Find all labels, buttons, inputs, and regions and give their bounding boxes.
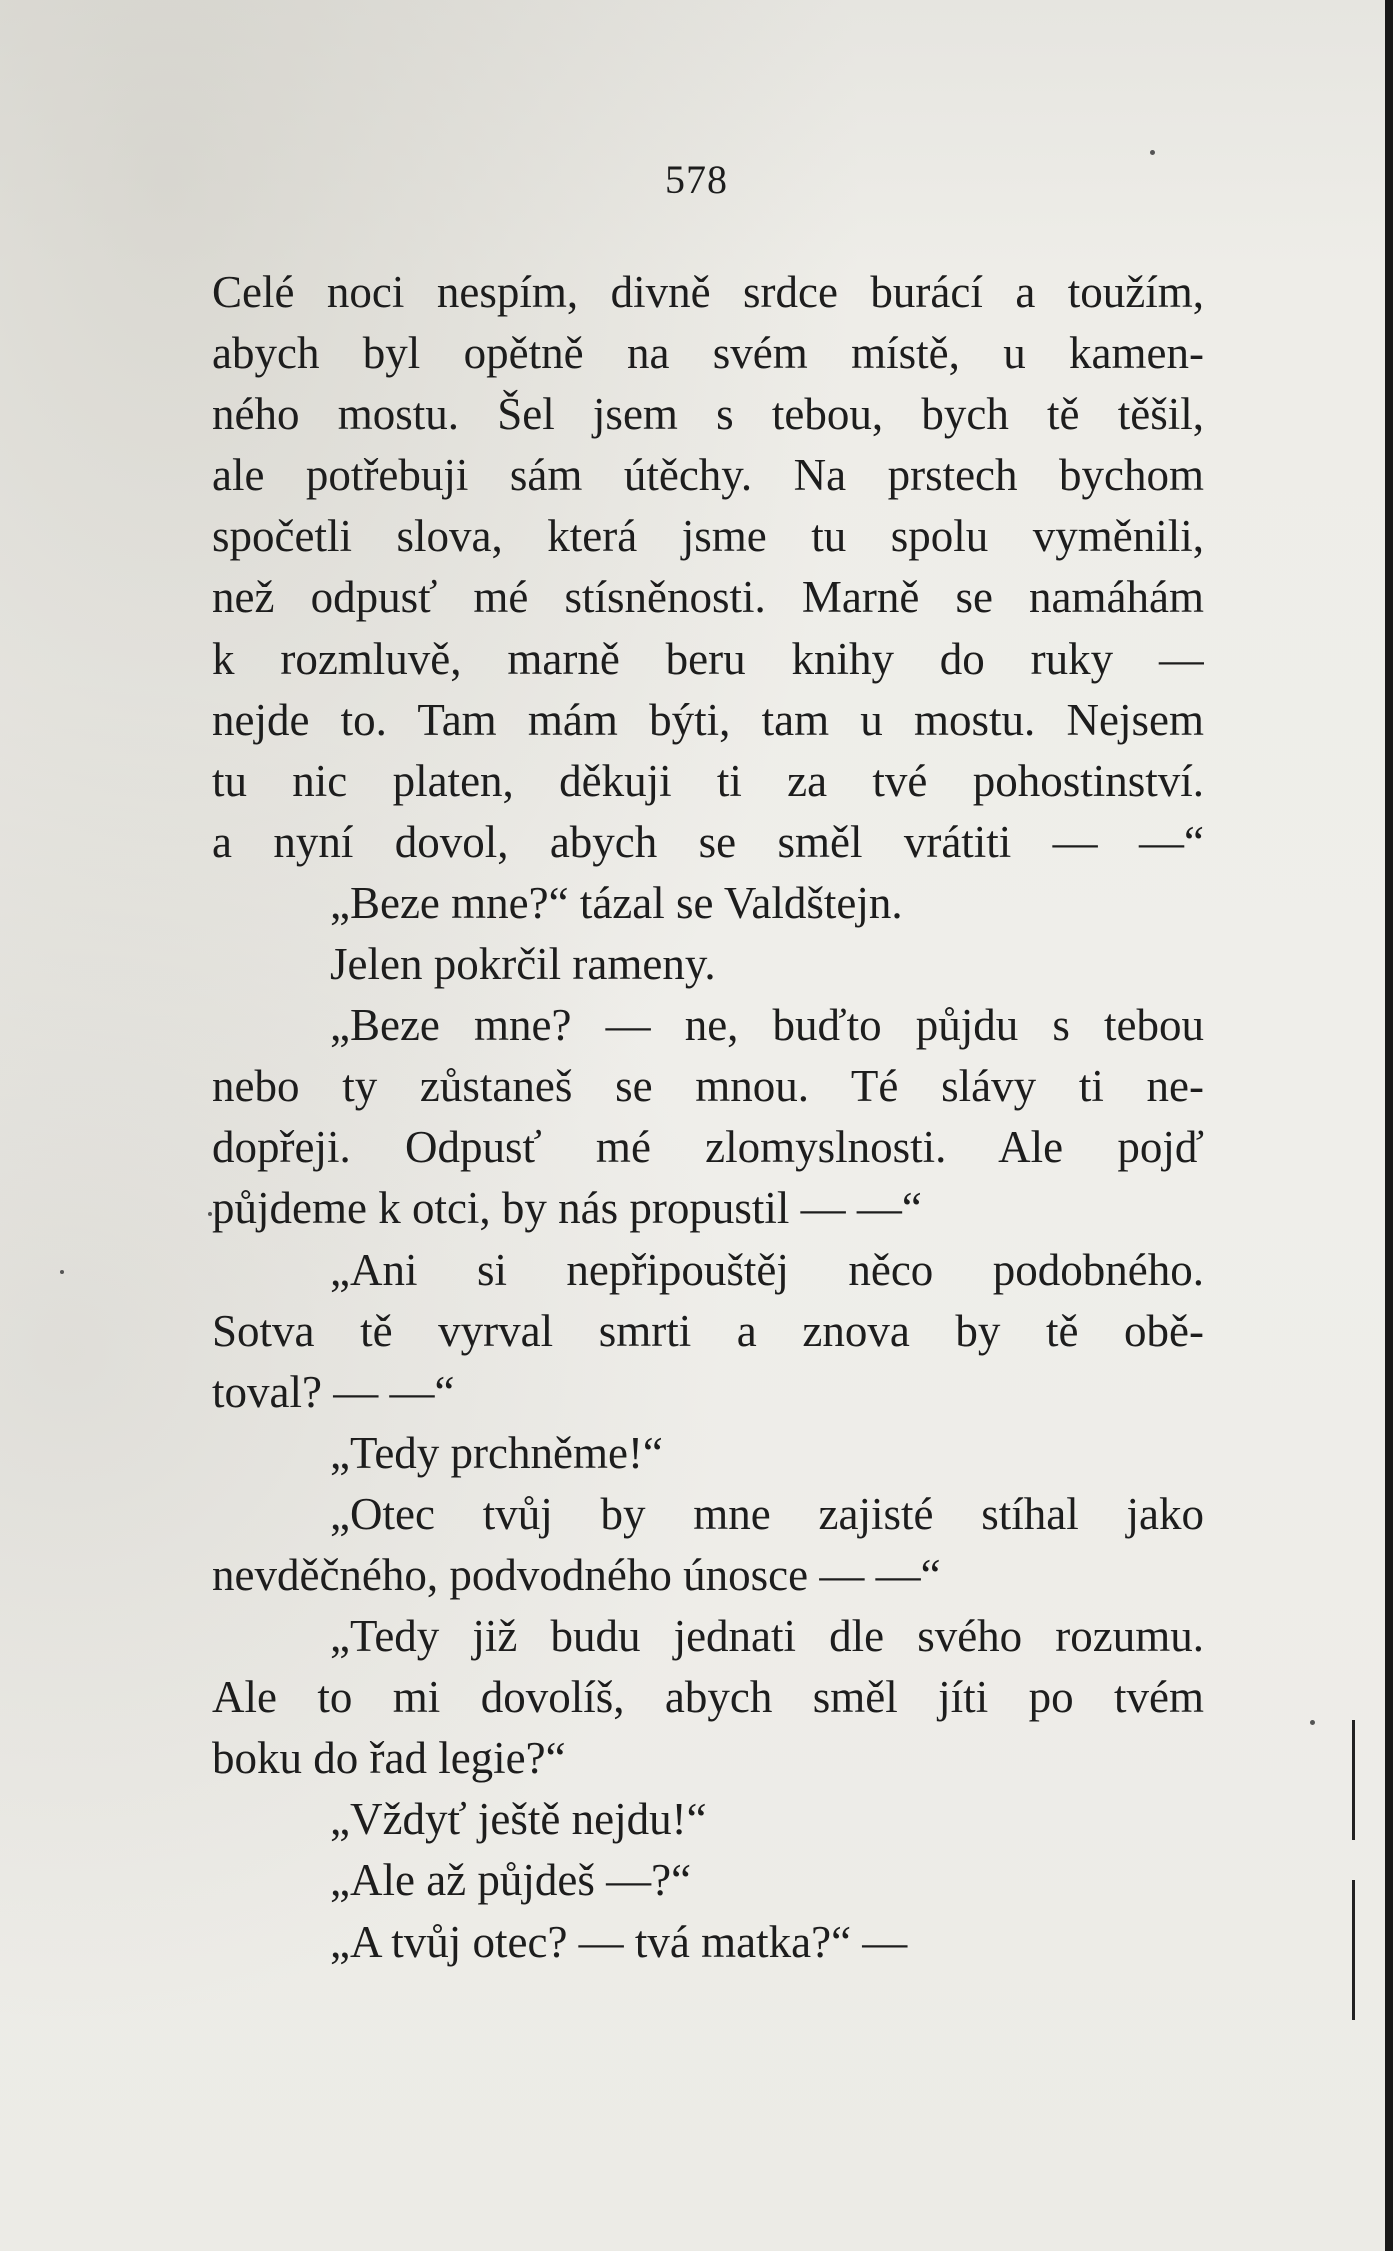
text-line: toval? — —“ <box>212 1366 455 1417</box>
text-line: ného mostu. Šel jsem s tebou, bych tě těšil, <box>212 389 1204 440</box>
body-text <box>212 262 1204 1973</box>
text-line: ale potřebuji sám útěchy. Na prstech bychom <box>212 450 1204 501</box>
text-line: půjdeme k otci, by nás propustil — —“ <box>212 1183 922 1234</box>
text-line: Sotva tě vyrval smrti a znova by tě obě- <box>212 1305 1204 1356</box>
text-line: nevděčného, podvodného únosce — —“ <box>212 1549 941 1600</box>
scan-speck <box>1310 1720 1315 1725</box>
text-line: Celé noci nespím, divně srdce burácí a toužím, <box>212 267 1204 317</box>
text-line: dopřeji. Odpusť mé zlomyslnosti. Ale pojď <box>212 1122 1204 1173</box>
text-line: „Ale až půjdeš —?“ <box>330 1855 692 1906</box>
scan-speck <box>60 1270 64 1274</box>
scan-speck <box>1150 150 1155 155</box>
text-line: „Beze mne?“ tázal se Valdštejn. <box>330 877 903 928</box>
margin-mark <box>1352 1880 1355 2020</box>
text-line: „Beze mne? — ne, buďto půjdu s tebou <box>330 1000 1204 1051</box>
text-line: Jelen pokrčil rameny. <box>330 939 716 990</box>
page-number: 578 <box>665 157 728 202</box>
margin-mark <box>1352 1720 1355 1840</box>
text-line: „A tvůj otec? — tvá matka?“ — <box>330 1916 908 1967</box>
text-line: k rozmluvě, marně beru knihy do ruky — <box>212 633 1204 684</box>
text-line: spočetli slova, která jsme tu spolu vyměnili, <box>212 511 1204 562</box>
text-line: Ale to mi dovolíš, abych směl jíti po tvém <box>212 1672 1204 1723</box>
text-line: „Tedy již budu jednati dle svého rozumu. <box>330 1611 1204 1662</box>
text-line: tu nic platen, děkuji ti za tvé pohostinství. <box>212 755 1204 806</box>
text-line: boku do řad legie?“ <box>212 1733 566 1784</box>
text-line: „Vždyť ještě nejdu!“ <box>330 1794 707 1845</box>
text-line: „Otec tvůj by mne zajisté stíhal jako <box>330 1488 1204 1539</box>
text-line: „Ani si nepřipouštěj něco podobného. <box>330 1244 1204 1295</box>
text-line: než odpusť mé stísněnosti. Marně se namáhám <box>212 572 1204 623</box>
text-line: a nyní dovol, abych se směl vrátiti — —“ <box>212 816 1204 867</box>
page-edge-shadow <box>1385 0 1393 2251</box>
text-line: abych byl opětně na svém místě, u kamen- <box>212 328 1204 379</box>
text-line: „Tedy prchněme!“ <box>330 1427 663 1478</box>
text-line: nebo ty zůstaneš se mnou. Té slávy ti ne- <box>212 1061 1204 1112</box>
text-line: nejde to. Tam mám býti, tam u mostu. Nejsem <box>212 694 1204 745</box>
